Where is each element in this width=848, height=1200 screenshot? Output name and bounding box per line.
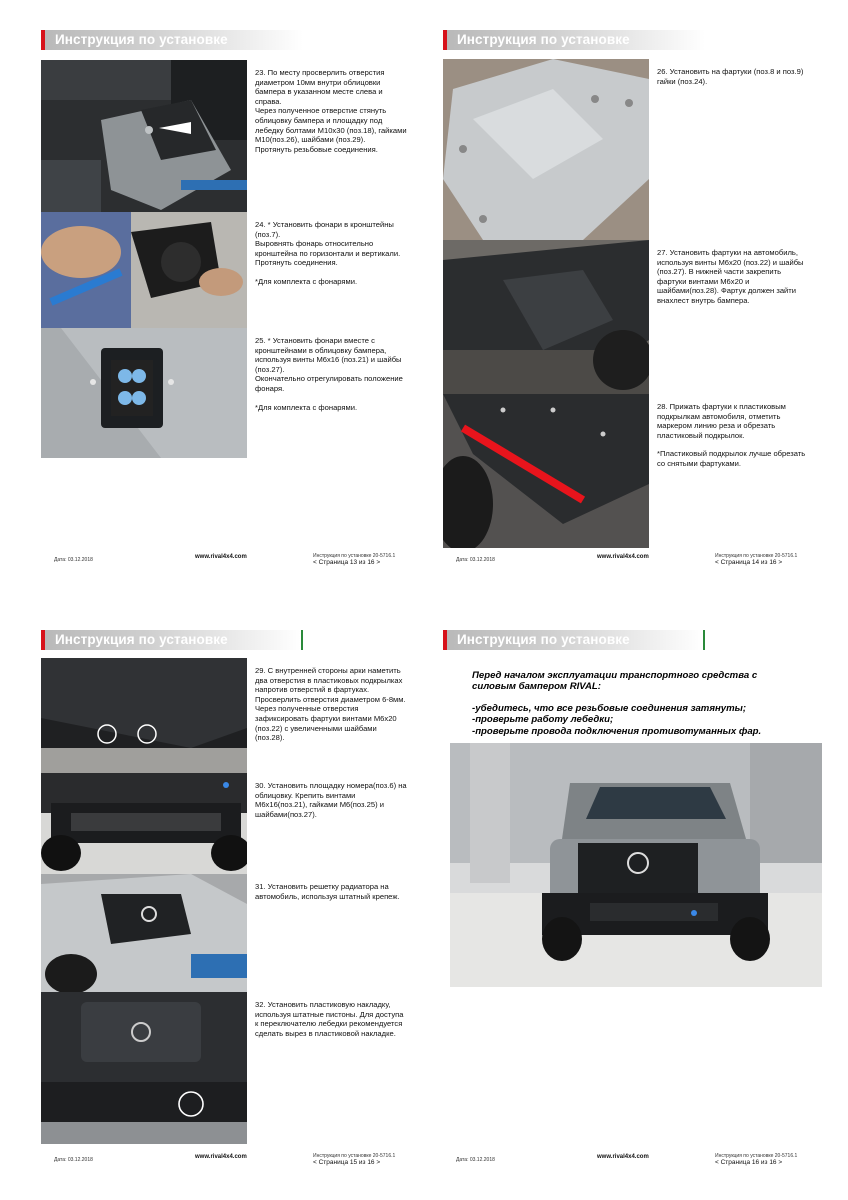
section-header <box>443 30 705 50</box>
step-note: *Для комплекта с фонарями. <box>255 402 358 412</box>
step-paragraph: 32. Установить пластиковую накладку, используя штатные пистоны. Для доступа к переключателю лебедки рекомендуется сделать вырез в пластиковой накладке. <box>255 1000 404 1038</box>
step-note: *Для комплекта с фонарями. <box>255 276 358 286</box>
step-32-text <box>255 1000 407 1047</box>
manual-page-15 <box>0 600 424 1200</box>
step-24 <box>41 212 401 328</box>
step-paragraph: 30. Установить площадку номера(поз.6) на облицовку. Крепить винтами М6х16(поз.21), гайками М6(поз.25) и шайбами(поз.27). <box>255 781 407 819</box>
header-title: Инструкция по установке <box>457 32 630 47</box>
manual-page-13 <box>0 0 424 600</box>
checklist-item: -проверьте провода подключения противотуманных фар. <box>472 725 762 737</box>
footer-site-link[interactable]: www.rival4x4.com <box>195 1154 247 1160</box>
step-paragraph: 31. Установить решетку радиатора на автомобиль, используя штатный крепеж. <box>255 882 400 901</box>
footer-date: Дата: 03.12.2018 <box>54 557 93 563</box>
step-24-photo <box>41 212 247 328</box>
step-24-text <box>255 220 407 296</box>
vehicle-with-bumper-photo <box>450 743 822 987</box>
section-header <box>41 30 303 50</box>
step-paragraph: 25. * Установить фонари вместе с кронштейнами в облицовку бампера, используя винты М6х16 (поз.21) и шайбы (поз.27). Окончательно отрегулировать положение фонаря. <box>255 336 403 393</box>
page-footer <box>54 553 394 569</box>
step-29-text <box>255 666 407 752</box>
step-28-text <box>657 402 809 478</box>
step-paragraph: 29. С внутренней стороны арки наметить два отверстия в пластиковых подкрылках напротив отверстий в фартуках. Просверлить отверстия диаметром 6-8мм. Через полученные отверстия зафиксировать фартуки винтами М6х20 (поз.22) с увеличенными шайбами (поз.28). <box>255 666 406 743</box>
step-27-text <box>657 248 809 315</box>
manual-page-16 <box>424 600 848 1200</box>
step-23 <box>41 60 407 212</box>
step-29-photo <box>41 658 247 773</box>
step-paragraph: 28. Прижать фартуки к пластиковым подкрылкам автомобиля, отметить маркером линию реза и обрезать пластиковый подкрылок. <box>657 402 786 440</box>
footer-pager: < Страница 16 из 16 > <box>715 1159 783 1166</box>
step-23-photo <box>41 60 247 212</box>
footer-date: Дата: 03.12.2018 <box>54 1157 93 1163</box>
checklist-item: -убедитесь, что все резьбовые соединения затянуты; <box>472 702 747 714</box>
section-header <box>41 630 303 650</box>
step-paragraph: 23. По месту просверлить отверстия диаметром 10мм внутри облицовки бампера в указанном месте слева и справа. Через полученное отверстие стянуть облицовку бампера и площадку под лебедку болтами М10х30 (поз.18), гайками М10(поз.26), шайбами (поз.29). Протянуть резьбовые соединения. <box>255 68 407 154</box>
step-28-photo <box>443 394 649 548</box>
footer-site-link[interactable]: www.rival4x4.com <box>597 554 649 560</box>
step-23-text <box>255 68 407 163</box>
page-footer <box>54 1153 394 1169</box>
manual-page-14 <box>424 0 848 600</box>
step-30-photo <box>41 773 247 874</box>
footer-date: Дата: 03.12.2018 <box>456 1157 495 1163</box>
checklist-heading: Перед началом эксплуатации транспортного средства с силовым бампером RIVAL: <box>472 670 758 693</box>
step-paragraph: 27. Установить фартуки на автомобиль, используя винты М6х20 (поз.22) и шайбы (поз.27). В нижней части закрепить фартуки винтами М6х20 и шайбами(поз.28). Фартук должен зайти внахлест внутрь бампера. <box>657 248 804 305</box>
page-footer <box>456 1153 796 1169</box>
step-31 <box>41 874 400 992</box>
header-title: Инструкция по установке <box>457 632 630 647</box>
footer-pager: < Страница 14 из 16 > <box>715 559 783 566</box>
step-26-photo <box>443 59 649 240</box>
step-26 <box>443 59 804 240</box>
step-25-photo <box>41 328 247 458</box>
checklist-item: -проверьте работу лебедки; <box>472 714 614 726</box>
step-31-text <box>255 882 407 910</box>
final-checklist <box>472 670 792 737</box>
footer-site-link[interactable]: www.rival4x4.com <box>597 1154 649 1160</box>
footer-doc-title: Инструкция по установке 20-5716.1 <box>715 1153 798 1159</box>
step-30-text <box>255 781 407 828</box>
step-32 <box>41 992 404 1144</box>
step-note: *Пластиковый подкрылок лучше обрезать со снятыми фартуками. <box>657 449 806 468</box>
footer-pager: < Страница 13 из 16 > <box>313 559 381 566</box>
section-header <box>443 630 705 650</box>
footer-pager: < Страница 15 из 16 > <box>313 1159 381 1166</box>
header-title: Инструкция по установке <box>55 632 228 647</box>
step-27-photo <box>443 240 649 394</box>
step-paragraph: 24. * Установить фонари в кронштейны (поз.7). Выровнять фонарь относительно кронштейна по горизонтали и вертикали. Протянуть соединения. <box>255 220 401 268</box>
footer-doc-title: Инструкция по установке 20-5716.1 <box>313 1153 396 1159</box>
step-30 <box>41 773 407 874</box>
step-26-text <box>657 67 809 95</box>
footer-doc-title: Инструкция по установке 20-5716.1 <box>313 553 396 559</box>
step-32-photo <box>41 992 247 1144</box>
step-27 <box>443 240 804 394</box>
page-footer <box>456 553 796 569</box>
footer-doc-title: Инструкция по установке 20-5716.1 <box>715 553 798 559</box>
step-25 <box>41 328 403 458</box>
step-paragraph: 26. Установить на фартуки (поз.8 и поз.9) гайки (поз.24). <box>657 67 804 86</box>
footer-date: Дата: 03.12.2018 <box>456 557 495 563</box>
step-25-text <box>255 336 407 421</box>
header-title: Инструкция по установке <box>55 32 228 47</box>
step-28 <box>443 394 806 548</box>
step-29 <box>41 658 406 773</box>
step-31-photo <box>41 874 247 992</box>
footer-site-link[interactable]: www.rival4x4.com <box>195 554 247 560</box>
